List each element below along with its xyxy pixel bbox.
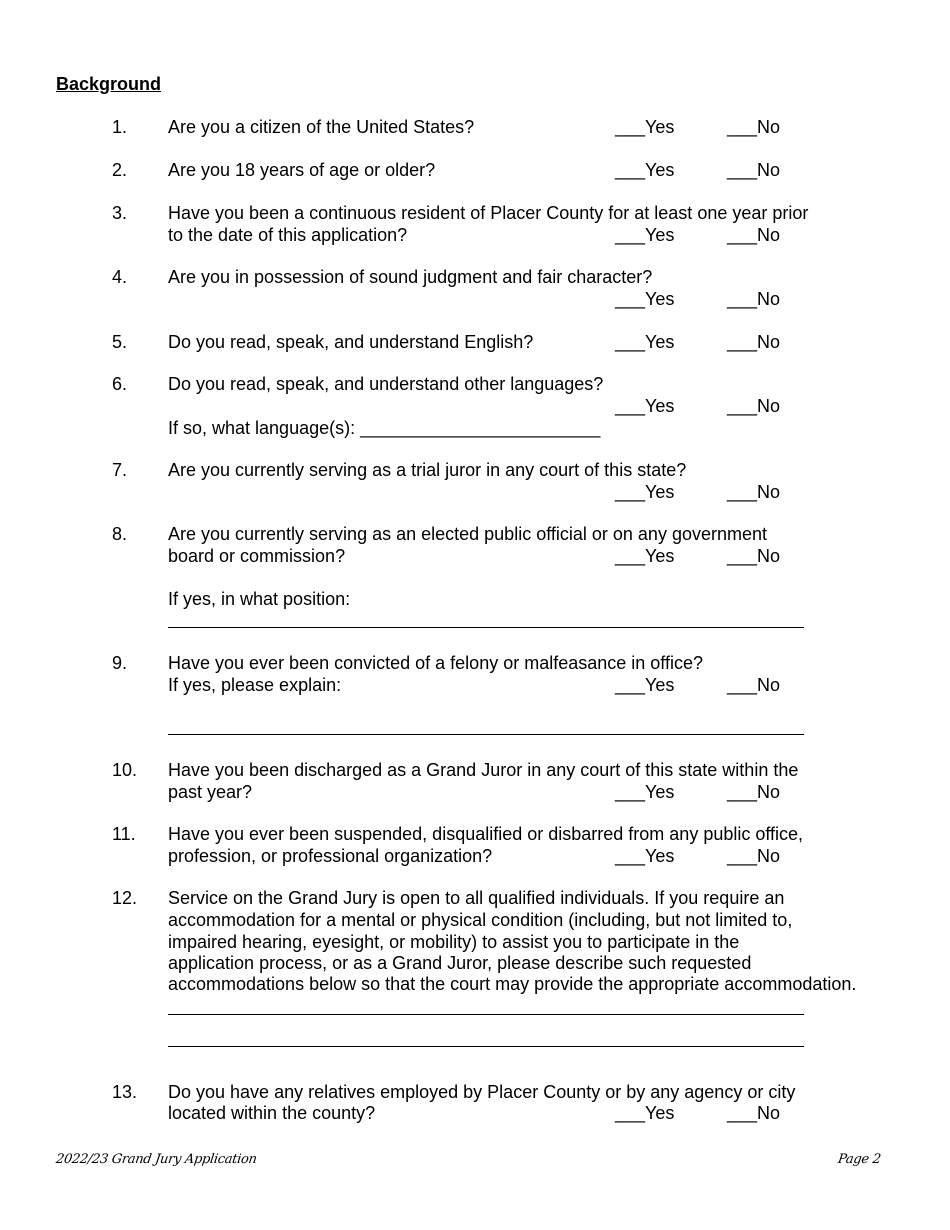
question-text: impaired hearing, eyesight, or mobility) to assist you to participate in the (168, 932, 740, 952)
question-text: Do you read, speak, and understand other languages? (168, 374, 604, 394)
question-text: Are you 18 years of age or older? (168, 160, 436, 180)
question-text: Service on the Grand Jury is open to all qualified individuals. If you require an (168, 888, 785, 908)
yes-option[interactable]: ___Yes (615, 332, 675, 352)
question-number: 10. (112, 760, 138, 780)
question-text: application process, or as a Grand Juror, please describe such requested (168, 953, 752, 973)
yes-option[interactable]: ___Yes (615, 289, 675, 309)
no-option[interactable]: ___No (727, 675, 781, 695)
question-number: 8. (112, 524, 128, 544)
question-number: 5. (112, 332, 128, 352)
question-number: 7. (112, 460, 128, 480)
yes-option[interactable]: ___Yes (615, 396, 675, 416)
yes-option[interactable]: ___Yes (615, 225, 675, 245)
question-number: 2. (112, 160, 128, 180)
question-text: Are you a citizen of the United States? (168, 117, 475, 137)
no-option[interactable]: ___No (727, 289, 781, 309)
explanation-answer-line[interactable] (168, 734, 804, 735)
no-option[interactable]: ___No (727, 846, 781, 866)
question-text: to the date of this application? (168, 225, 408, 245)
no-option[interactable]: ___No (727, 1103, 781, 1123)
question-number: 12. (112, 888, 138, 908)
yes-option[interactable]: ___Yes (615, 846, 675, 866)
question-number: 3. (112, 203, 128, 223)
yes-option[interactable]: ___Yes (615, 1103, 675, 1123)
question-text: Have you ever been convicted of a felony or malfeasance in office? (168, 653, 703, 673)
question-text: Have you ever been suspended, disqualified or disbarred from any public office, (168, 824, 804, 844)
question-text: Are you currently serving as an elected public official or on any government (168, 524, 767, 544)
languages-field[interactable]: If so, what language(s): ________________________ (168, 418, 601, 438)
no-option[interactable]: ___No (727, 225, 781, 245)
yes-option[interactable]: ___Yes (615, 117, 675, 137)
position-answer-line[interactable] (168, 627, 804, 628)
question-text: Do you have any relatives employed by Placer County or by any agency or city (168, 1082, 796, 1102)
no-option[interactable]: ___No (727, 396, 781, 416)
question-number: 4. (112, 267, 128, 287)
question-text: Are you in possession of sound judgment and fair character? (168, 267, 653, 287)
yes-option[interactable]: ___Yes (615, 160, 675, 180)
question-text: Have you been discharged as a Grand Juror in any court of this state within the (168, 760, 799, 780)
question-text: located within the county? (168, 1103, 376, 1123)
no-option[interactable]: ___No (727, 546, 781, 566)
question-text: Do you read, speak, and understand English? (168, 332, 534, 352)
no-option[interactable]: ___No (727, 160, 781, 180)
accommodation-answer-line[interactable] (168, 1014, 804, 1015)
yes-option[interactable]: ___Yes (615, 546, 675, 566)
question-text: Have you been a continuous resident of Placer County for at least one year prior (168, 203, 809, 223)
footer-title: 2022/23 Grand Jury Application (54, 1152, 258, 1167)
question-number: 1. (112, 117, 128, 137)
no-option[interactable]: ___No (727, 782, 781, 802)
no-option[interactable]: ___No (727, 332, 781, 352)
question-number: 13. (112, 1082, 138, 1102)
position-label: If yes, in what position: (168, 589, 351, 609)
yes-option[interactable]: ___Yes (615, 675, 675, 695)
question-text: board or commission? (168, 546, 346, 566)
question-text: Are you currently serving as a trial juror in any court of this state? (168, 460, 687, 480)
question-number: 6. (112, 374, 128, 394)
no-option[interactable]: ___No (727, 117, 781, 137)
question-text: past year? (168, 782, 253, 802)
page-number: Page 2 (836, 1152, 882, 1167)
no-option[interactable]: ___No (727, 482, 781, 502)
yes-option[interactable]: ___Yes (615, 482, 675, 502)
question-text: profession, or professional organization? (168, 846, 493, 866)
question-text: accommodations below so that the court may provide the appropriate accommodation. (168, 974, 857, 994)
section-heading: Background (56, 74, 162, 94)
question-number: 11. (112, 824, 136, 844)
accommodation-answer-line[interactable] (168, 1046, 804, 1047)
question-number: 9. (112, 653, 128, 673)
question-text: accommodation for a mental or physical condition (including, but not limited to, (168, 910, 793, 930)
question-text: If yes, please explain: (168, 675, 342, 695)
yes-option[interactable]: ___Yes (615, 782, 675, 802)
